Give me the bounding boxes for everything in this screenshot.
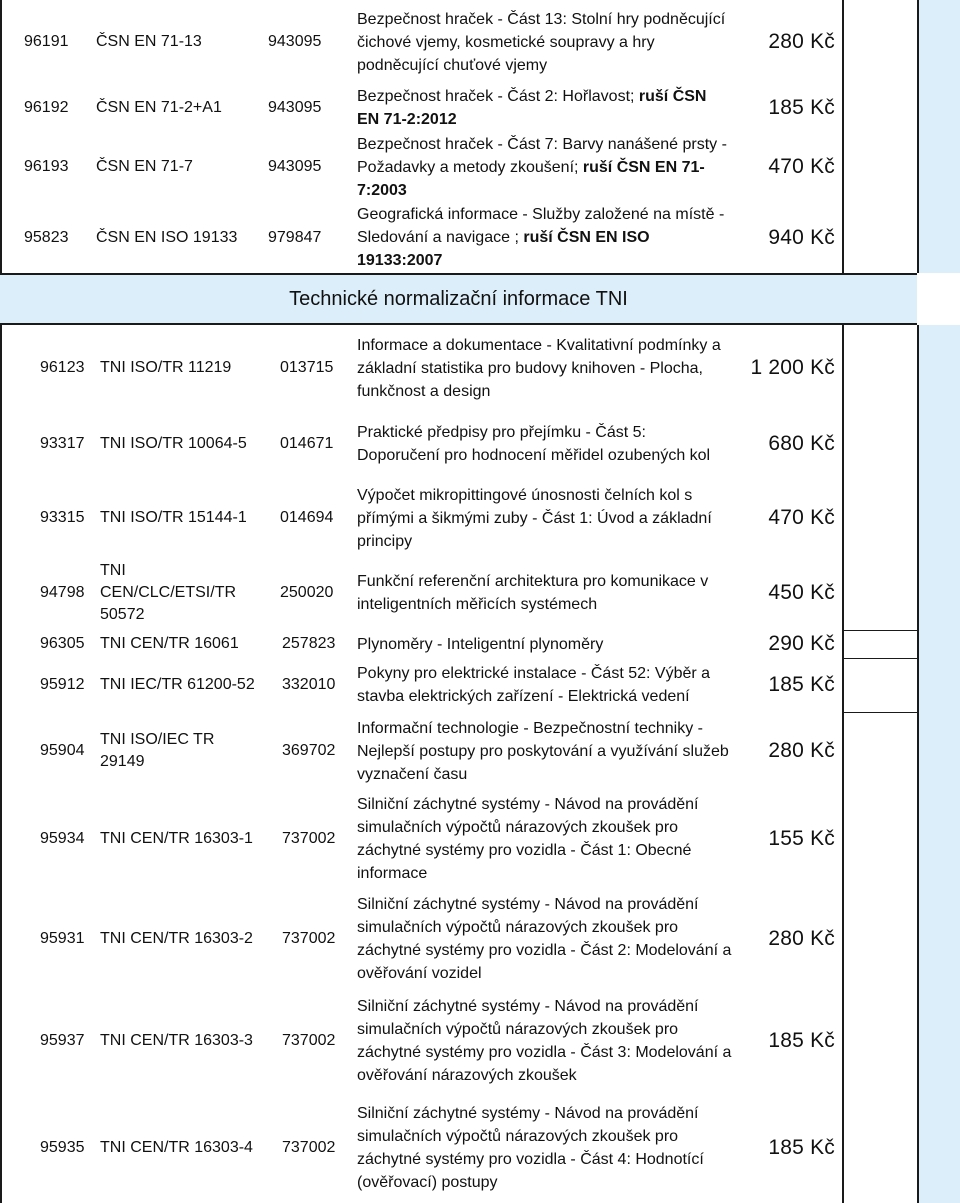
row-description-replaces: ruší ČSN EN 71-2:2012 bbox=[357, 88, 707, 128]
side-band bbox=[917, 325, 960, 1203]
table-row bbox=[0, 1092, 960, 1203]
row-description-text: Bezpečnost hraček - Část 13: Stolní hry podněcující čichové vjemy, kosmetické soupravy a hry podněcující chuťové vjemy bbox=[357, 10, 726, 74]
table-row bbox=[0, 630, 960, 658]
row-price: 290 Kč bbox=[768, 632, 835, 655]
row-description: Silniční záchytné systémy - Návod na provádění simulačních výpočtů nárazových zkoušek pro záchytné systémy pro vozidla - Část 2: Modelování a ověřování vozidel bbox=[357, 896, 732, 982]
table-border-left-top bbox=[0, 0, 2, 273]
row-description: Pokyny pro elektrické instalace - Část 52: Výběr a stavba elektrických zařízení - Elektrická vedení bbox=[357, 665, 711, 705]
row-divider bbox=[842, 630, 917, 631]
row-description: Silniční záchytné systémy - Návod na provádění simulačních výpočtů nárazových zkoušek pro záchytné systémy pro vozidla - Část 1: Obecné informace bbox=[357, 796, 699, 882]
row-id: 96191 bbox=[24, 33, 69, 50]
section-title: Technické normalizační informace TNI bbox=[289, 287, 628, 310]
row-price: 185 Kč bbox=[768, 96, 835, 119]
table-row bbox=[0, 132, 960, 202]
table-row bbox=[0, 556, 960, 630]
row-id: 96192 bbox=[24, 99, 69, 116]
row-description bbox=[355, 132, 733, 202]
column-divider bbox=[917, 325, 919, 1203]
row-description bbox=[355, 0, 733, 84]
table-row bbox=[0, 480, 960, 556]
row-description-replaces: ruší ČSN EN ISO 19133:2007 bbox=[357, 229, 650, 269]
row-price: 680 Kč bbox=[768, 432, 835, 455]
row-code: TNI CEN/TR 16303-4 bbox=[100, 1138, 253, 1156]
row-price: 280 Kč bbox=[768, 927, 835, 950]
row-category: 943095 bbox=[268, 99, 322, 116]
column-divider bbox=[842, 0, 844, 273]
row-description-replaces: ruší ČSN EN 71-7:2003 bbox=[357, 158, 705, 199]
table-row bbox=[0, 408, 960, 480]
row-price: 280 Kč bbox=[768, 30, 835, 53]
row-price: 450 Kč bbox=[768, 581, 835, 604]
row-description: Informace a dokumentace - Kvalitativní podmínky a základní statistika pro budovy knihoven - Plocha, funkčnost a design bbox=[357, 336, 721, 400]
row-code: TNI CEN/TR 16303-1 bbox=[100, 830, 253, 847]
row-code: TNI CEN/TR 16303-2 bbox=[100, 930, 253, 947]
row-description-text: Bezpečnost hraček - Část 2: Hořlavost; bbox=[357, 88, 639, 105]
row-code: ČSN EN ISO 19133 bbox=[96, 228, 238, 246]
row-category: 014694 bbox=[280, 509, 334, 526]
row-code: ČSN EN 71-2+A1 bbox=[96, 99, 222, 116]
row-category: 013715 bbox=[280, 359, 334, 376]
row-price: 470 Kč bbox=[768, 506, 835, 529]
row-category: 737002 bbox=[282, 1032, 336, 1049]
row-id: 95935 bbox=[40, 1138, 85, 1156]
column-divider bbox=[917, 0, 919, 273]
row-description: Plynoměry - Inteligentní plynoměry bbox=[357, 635, 604, 653]
row-category: 737002 bbox=[282, 830, 336, 847]
row-category: 332010 bbox=[282, 676, 336, 693]
row-code: TNI CEN/TR 16303-3 bbox=[100, 1032, 253, 1049]
row-divider bbox=[842, 658, 917, 659]
row-description bbox=[355, 84, 733, 132]
row-category: 257823 bbox=[282, 635, 336, 652]
row-code: TNI ISO/TR 10064-5 bbox=[100, 435, 247, 452]
row-category: 737002 bbox=[282, 1138, 336, 1156]
row-description: Informační technologie - Bezpečnostní techniky - Nejlepší postupy pro poskytování a využívání služeb vyznačení času bbox=[357, 719, 729, 783]
row-code: TNI IEC/TR 61200-52 bbox=[100, 676, 255, 693]
row-category: 737002 bbox=[282, 930, 336, 947]
table-row bbox=[0, 202, 960, 273]
row-price: 1 200 Kč bbox=[750, 356, 835, 379]
row-price: 185 Kč bbox=[768, 673, 835, 696]
row-category: 943095 bbox=[268, 158, 322, 175]
row-code: TNI ISO/TR 15144-1 bbox=[100, 509, 247, 526]
row-id: 95934 bbox=[40, 830, 85, 847]
table-row bbox=[0, 990, 960, 1092]
table-row bbox=[0, 790, 960, 888]
row-id: 93315 bbox=[40, 509, 85, 526]
row-price: 185 Kč bbox=[768, 1029, 835, 1052]
column-divider bbox=[842, 325, 844, 1203]
row-code: ČSN EN 71-13 bbox=[96, 33, 202, 50]
table-row bbox=[0, 84, 960, 132]
row-price: 185 Kč bbox=[768, 1135, 835, 1159]
row-description bbox=[355, 202, 733, 273]
row-description-text: Geografická informace - Služby založené na místě - Sledování a navigace ; bbox=[357, 206, 725, 246]
row-description: Výpočet mikropittingové únosnosti čelních kol s přímými a šikmými zuby - Část 1: Úvod a základní principy bbox=[357, 486, 712, 550]
row-id: 96123 bbox=[40, 359, 85, 376]
row-id: 95931 bbox=[40, 930, 85, 947]
row-id: 95937 bbox=[40, 1032, 85, 1049]
side-gap bbox=[917, 273, 960, 325]
table-row bbox=[0, 658, 960, 712]
table-row bbox=[0, 328, 960, 408]
row-price: 940 Kč bbox=[768, 225, 835, 249]
table-row bbox=[0, 888, 960, 990]
row-code: ČSN EN 71-7 bbox=[96, 158, 193, 175]
row-description: Praktické předpisy pro přejímku - Část 5: Doporučení pro hodnocení měřidel ozubených kol bbox=[357, 424, 711, 464]
row-description: Silniční záchytné systémy - Návod na provádění simulačních výpočtů nárazových zkoušek pro záchytné systémy pro vozidla - Část 4: Hodnotící (ověřovací) postupy bbox=[357, 1104, 704, 1191]
row-description: Silniční záchytné systémy - Návod na provádění simulačních výpočtů nárazových zkoušek pro záchytné systémy pro vozidla - Část 3: Modelování a ověřování nárazových zkoušek bbox=[357, 998, 732, 1084]
row-description-text: Bezpečnost hraček - Část 7: Barvy nanášené prsty - Požadavky a metody zkoušení; bbox=[357, 135, 727, 176]
row-id: 96305 bbox=[40, 635, 85, 652]
row-price: 155 Kč bbox=[768, 827, 835, 850]
row-code: TNI CEN/TR 16061 bbox=[100, 635, 239, 652]
row-price: 280 Kč bbox=[768, 739, 835, 762]
table-row bbox=[0, 712, 960, 790]
row-category: 250020 bbox=[280, 584, 334, 601]
row-id: 96193 bbox=[24, 158, 69, 175]
row-description: Funkční referenční architektura pro komunikace v inteligentních měřicích systémech bbox=[357, 573, 709, 613]
side-band bbox=[917, 0, 960, 273]
row-id: 95912 bbox=[40, 676, 85, 693]
row-code: TNI CEN/CLC/ETSI/TR 50572 bbox=[100, 562, 237, 623]
row-category: 369702 bbox=[282, 742, 336, 759]
row-category: 943095 bbox=[268, 33, 322, 50]
row-id: 95904 bbox=[40, 742, 85, 759]
row-code: TNI ISO/TR 11219 bbox=[100, 359, 232, 376]
row-divider bbox=[842, 712, 917, 713]
row-code: TNI ISO/IEC TR 29149 bbox=[100, 731, 215, 770]
row-category: 979847 bbox=[268, 228, 322, 246]
row-price: 470 Kč bbox=[768, 155, 835, 178]
row-category: 014671 bbox=[280, 435, 334, 452]
row-id: 94798 bbox=[40, 584, 85, 601]
row-id: 95823 bbox=[24, 228, 69, 246]
table-row bbox=[0, 0, 960, 84]
row-id: 93317 bbox=[40, 435, 85, 452]
